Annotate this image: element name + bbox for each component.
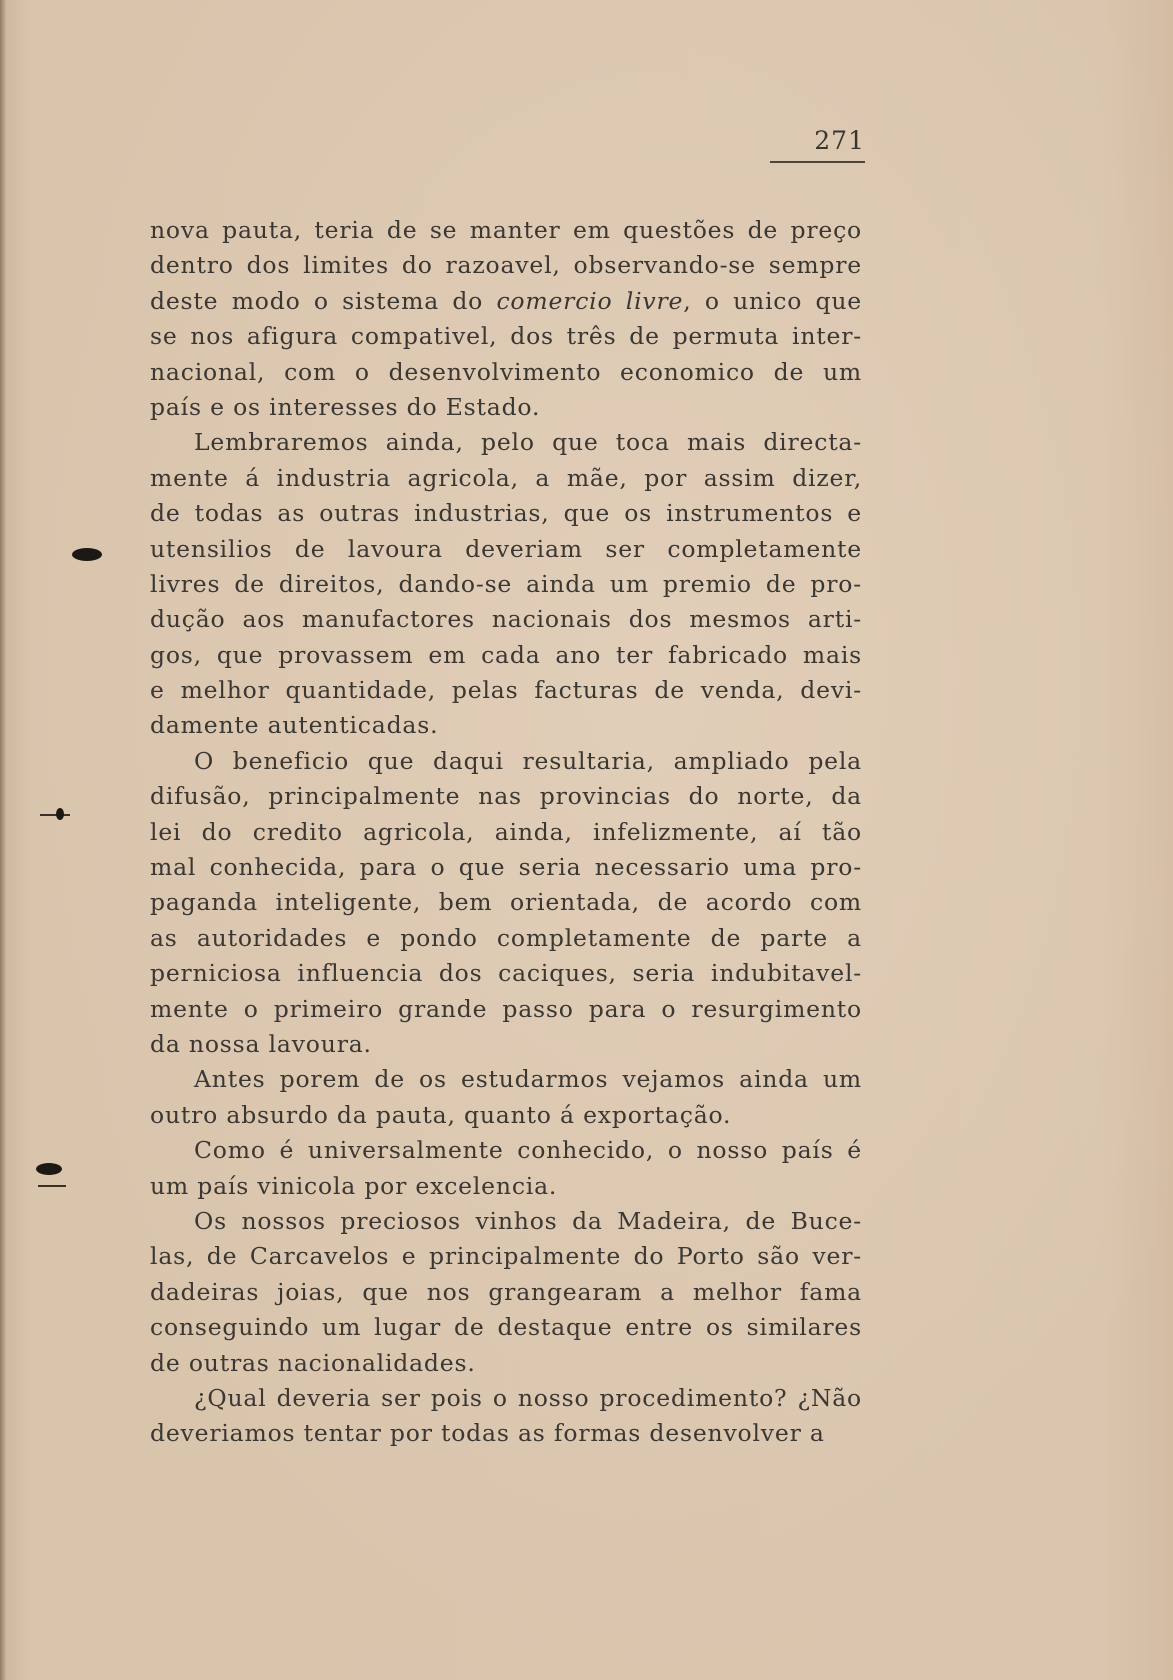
- binding-hole: [72, 548, 102, 561]
- text-line: livres de direitos, dando-se ainda um premio de pro-: [150, 569, 862, 598]
- text-line: mente á industria agricola, a mãe, por assim dizer,: [150, 463, 862, 492]
- text-line: damente autenticadas.: [150, 711, 439, 740]
- text-line: O beneficio que daqui resultaria, ampliado pela: [194, 746, 862, 775]
- text-line: dadeiras joias, que nos grangearam a melhor fama: [150, 1277, 862, 1306]
- text-line: utensilios de lavoura deveriam ser completamente: [150, 534, 862, 563]
- text-line: conseguindo um lugar de destaque entre os similares: [150, 1313, 862, 1342]
- italic-phrase: comercio livre: [496, 286, 684, 315]
- text-line: de todas as outras industrias, que os instrumentos e: [150, 499, 862, 528]
- text-line: paganda inteligente, bem orientada, de acordo com: [150, 888, 862, 917]
- text-line: deveriamos tentar por todas as formas desenvolver a: [150, 1419, 825, 1448]
- text-line: las, de Carcavelos e principalmente do Porto são ver-: [150, 1242, 862, 1271]
- binding-hole: [36, 1163, 62, 1175]
- text-line: Os nossos preciosos vinhos da Madeira, de Buce-: [194, 1206, 862, 1235]
- text-line: gos, que provassem em cada ano ter fabricado mais: [150, 640, 862, 669]
- text-line: deste modo o sistema do comercio livre, o unico que: [150, 286, 863, 315]
- text-line: e melhor quantidade, pelas facturas de venda, devi-: [150, 676, 862, 705]
- text-line: nova pauta, teria de se manter em questões de preço: [150, 216, 862, 244]
- text-line: Como é universalmente conhecido, o nosso país é: [194, 1136, 862, 1165]
- text-line: dução aos manufactores nacionais dos mesmos arti-: [150, 605, 862, 634]
- text-line: de outras nacionalidades.: [150, 1348, 476, 1377]
- binding-hole: [56, 808, 64, 820]
- text-line: lei do credito agricola, ainda, infelizmente, aí tão: [150, 817, 862, 846]
- text-line: um país vinicola por excelencia.: [150, 1171, 558, 1200]
- text-line: dentro dos limites do razoavel, observando-se sempre: [150, 251, 862, 280]
- page-left-edge: [0, 0, 6, 1680]
- text-line: ¿Qual deveria ser pois o nosso procedimento? ¿Não: [194, 1383, 862, 1412]
- binding-mark: [40, 814, 70, 816]
- text-line: mente o primeiro grande passo para o resurgimento: [150, 994, 862, 1023]
- text-line: se nos afigura compativel, dos três de permuta inter-: [150, 322, 862, 351]
- text-line: as autoridades e pondo completamente de parte a: [150, 923, 862, 952]
- text-line: país e os interesses do Estado.: [150, 392, 541, 421]
- text-line: outro absurdo da pauta, quanto á exportação.: [150, 1100, 732, 1129]
- binding-mark: [38, 1185, 66, 1187]
- text-line: mal conhecida, para o que seria necessario uma pro-: [150, 853, 862, 882]
- text-line: perniciosa influencia dos caciques, seria indubitavel-: [150, 959, 862, 988]
- body-text: [150, 213, 862, 1452]
- page-number: 271: [814, 126, 865, 155]
- text-line: Antes porem de os estudarmos vejamos ainda um: [194, 1065, 862, 1094]
- text-line: nacional, com o desenvolvimento economico de um: [150, 357, 862, 386]
- page-number-rule: [770, 161, 865, 163]
- text-line: Lembraremos ainda, pelo que toca mais directa-: [194, 428, 862, 457]
- text-line: difusão, principalmente nas provincias do norte, da: [150, 782, 862, 811]
- text-line: da nossa lavoura.: [150, 1029, 372, 1058]
